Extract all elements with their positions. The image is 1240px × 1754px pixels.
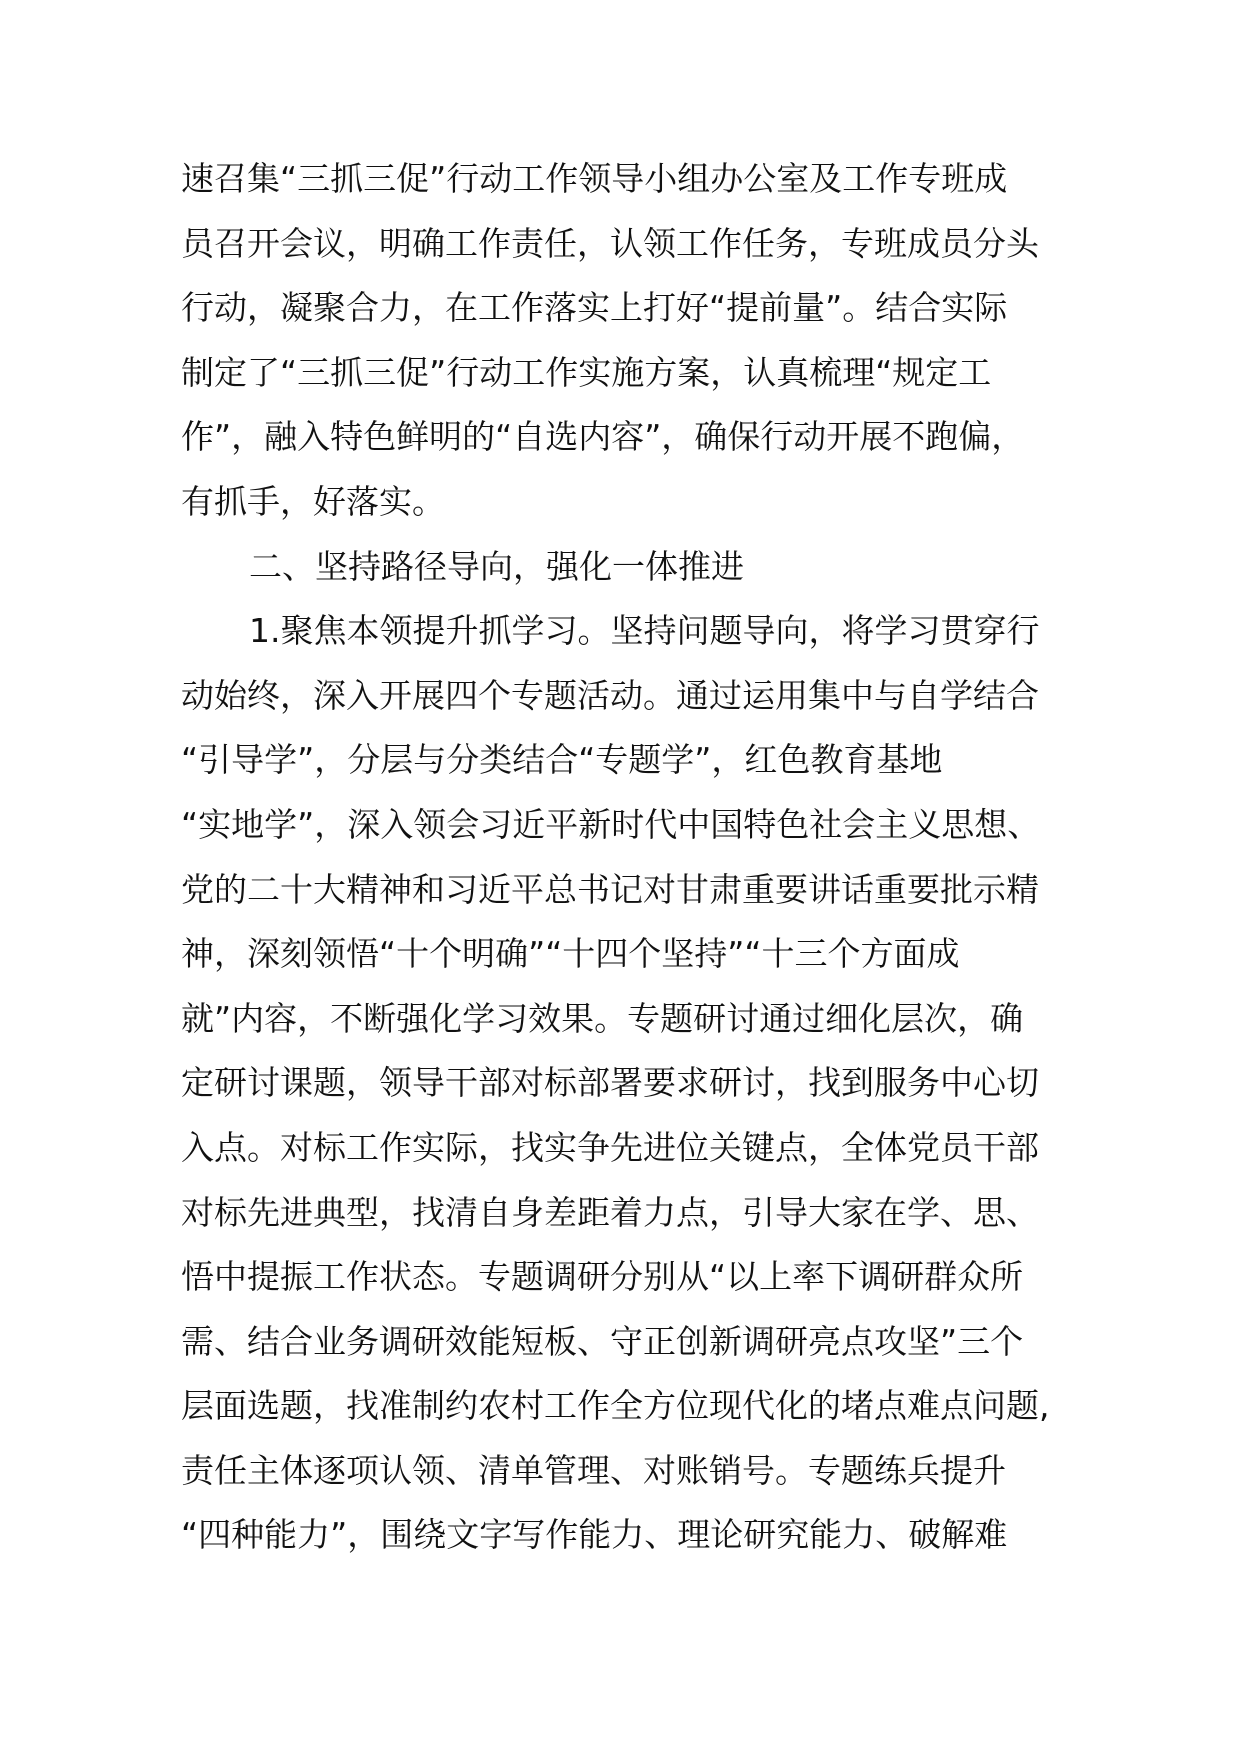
text-line: “引导学”，分层与分类结合“专题学”，红色教育基地 bbox=[181, 740, 943, 780]
text-line: “四种能力”，围绕文字写作能力、理论研究能力、破解难 bbox=[181, 1515, 1008, 1555]
text-line: 作”，融入特色鲜明的“自选内容”，确保行动开展不跑偏， bbox=[181, 417, 1025, 457]
text-line: 有抓手，好落实。 bbox=[181, 481, 445, 521]
text-line: 速召集“三抓三促”行动工作领导小组办公室及工作专班成 bbox=[181, 159, 1008, 198]
paragraph-start-line: 1.聚焦本领提升抓学习。坚持问题导向，将学习贯穿行 bbox=[249, 611, 1040, 651]
section-heading: 二、坚持路径导向，强化一体推进 bbox=[249, 546, 744, 586]
text-line: 悟中提振工作状态。专题调研分别从“以上率下调研群众所 bbox=[181, 1257, 1024, 1297]
text-line: 动始终，深入开展四个专题活动。通过运用集中与自学结合 bbox=[181, 675, 1039, 715]
text-line: 入点。对标工作实际，找实争先进位关键点，全体党员干部 bbox=[181, 1127, 1039, 1167]
text-line: “实地学”，深入领会习近平新时代中国特色社会主义思想、 bbox=[181, 804, 1041, 844]
text-line: 定研讨课题，领导干部对标部署要求研讨，找到服务中心切 bbox=[181, 1063, 1039, 1103]
text-line: 神，深刻领悟“十个明确”“十四个坚持”“十三个方面成 bbox=[181, 934, 960, 974]
text-line: 层面选题，找准制约农村工作全方位现代化的堵点难点问题, bbox=[181, 1386, 1050, 1426]
text-line: 就”内容，不断强化学习效果。专题研讨通过细化层次，确 bbox=[181, 998, 1024, 1038]
text-line: 员召开会议，明确工作责任，认领工作任务，专班成员分头 bbox=[181, 223, 1039, 263]
text-line: 行动，凝聚合力，在工作落实上打好“提前量”。结合实际 bbox=[181, 288, 1008, 328]
text-line: 制定了“三抓三促”行动工作实施方案，认真梳理“规定工 bbox=[181, 352, 992, 392]
text-line: 党的二十大精神和习近平总书记对甘肃重要讲话重要批示精 bbox=[181, 869, 1039, 909]
text-line: 对标先进典型，找清自身差距着力点，引导大家在学、思、 bbox=[181, 1192, 1039, 1232]
text-line: 需、结合业务调研效能短板、守正创新调研亮点攻坚”三个 bbox=[181, 1321, 1024, 1361]
text-line: 责任主体逐项认领、清单管理、对账销号。专题练兵提升 bbox=[181, 1450, 1006, 1490]
body-text bbox=[181, 147, 1081, 1568]
